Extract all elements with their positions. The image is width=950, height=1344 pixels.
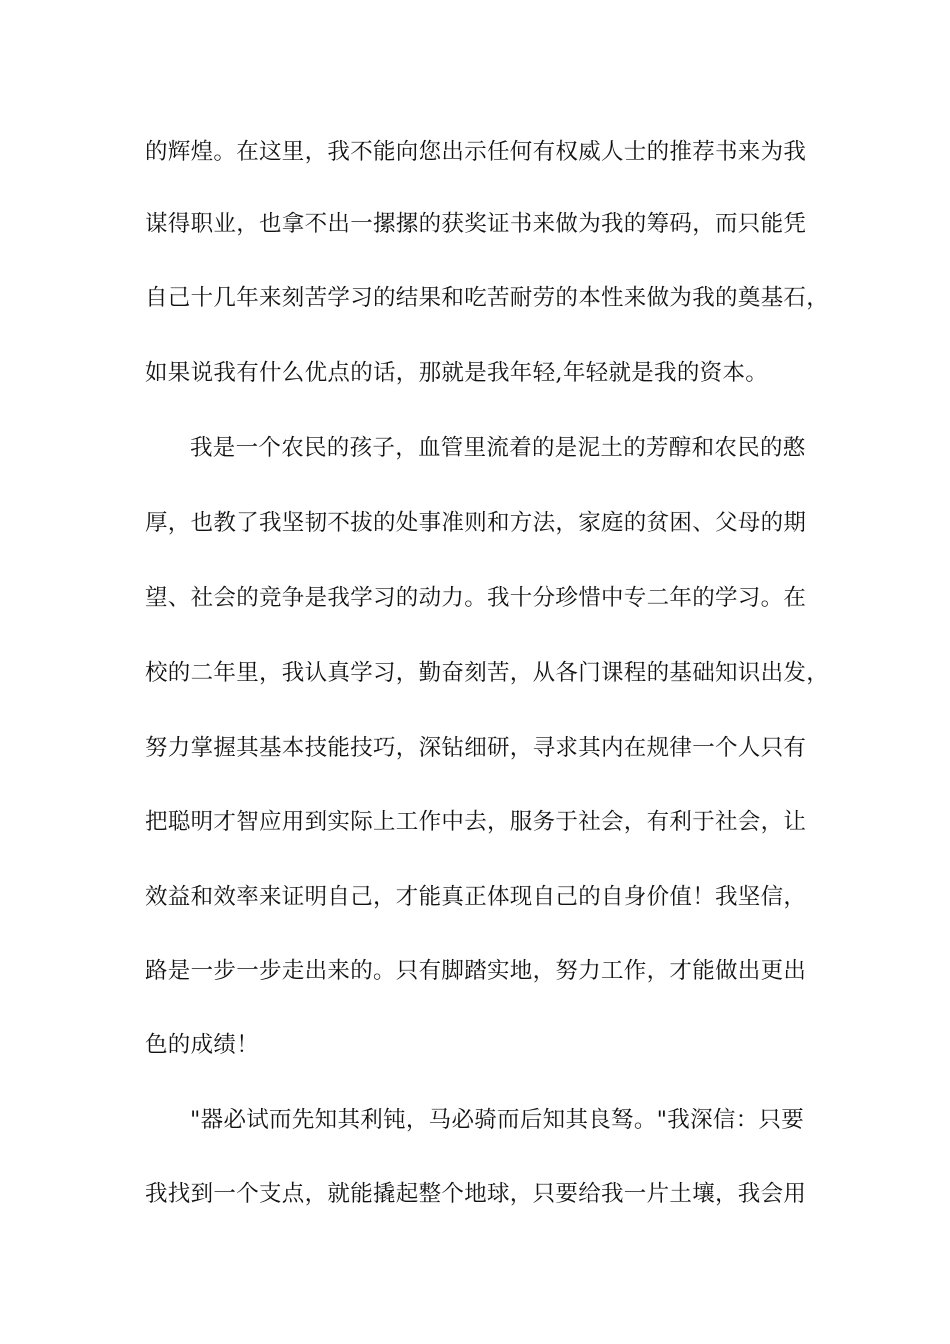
- text-line: 路是一步一步走出来的。只有脚踏实地，努力工作，才能做出更出: [145, 958, 807, 984]
- paragraph-start-line: 我是一个农民的孩子，血管里流着的是泥土的芳醇和农民的憨: [190, 435, 806, 461]
- text-line: 努力掌握其基本技能技巧，深钻细研，寻求其内在规律一个人只有: [145, 735, 807, 761]
- text-line: 厚，也教了我坚韧不拔的处事准则和方法，家庭的贫困、父母的期: [145, 510, 807, 536]
- text-line: 的辉煌。在这里，我不能向您出示任何有权威人士的推荐书来为我: [145, 139, 807, 165]
- text-line: 我找到一个支点，就能撬起整个地球，只要给我一片土壤，我会用: [145, 1181, 807, 1207]
- text-line: 效益和效率来证明自己，才能真正体现自己的自身价值！我坚信，: [145, 884, 807, 910]
- paragraph-start-line: "器必试而先知其利钝，马必骑而后知其良驽。"我深信：只要: [190, 1107, 805, 1133]
- text-line: 校的二年里，我认真学习，勤奋刻苦，从各门课程的基础知识出发，: [145, 660, 830, 686]
- text-line: 把聪明才智应用到实际上工作中去，服务于社会，有利于社会，让: [145, 809, 807, 835]
- text-line: 自己十几年来刻苦学习的结果和吃苦耐劳的本性来做为我的奠基石，: [145, 285, 830, 311]
- text-line: 谋得职业，也拿不出一摞摞的获奖证书来做为我的筹码，而只能凭: [145, 211, 807, 237]
- text-line: 如果说我有什么优点的话，那就是我年轻,年轻就是我的资本。: [145, 360, 769, 386]
- text-line: 望、社会的竞争是我学习的动力。我十分珍惜中专二年的学习。在: [145, 585, 807, 611]
- text-line: 色的成绩！: [145, 1032, 260, 1058]
